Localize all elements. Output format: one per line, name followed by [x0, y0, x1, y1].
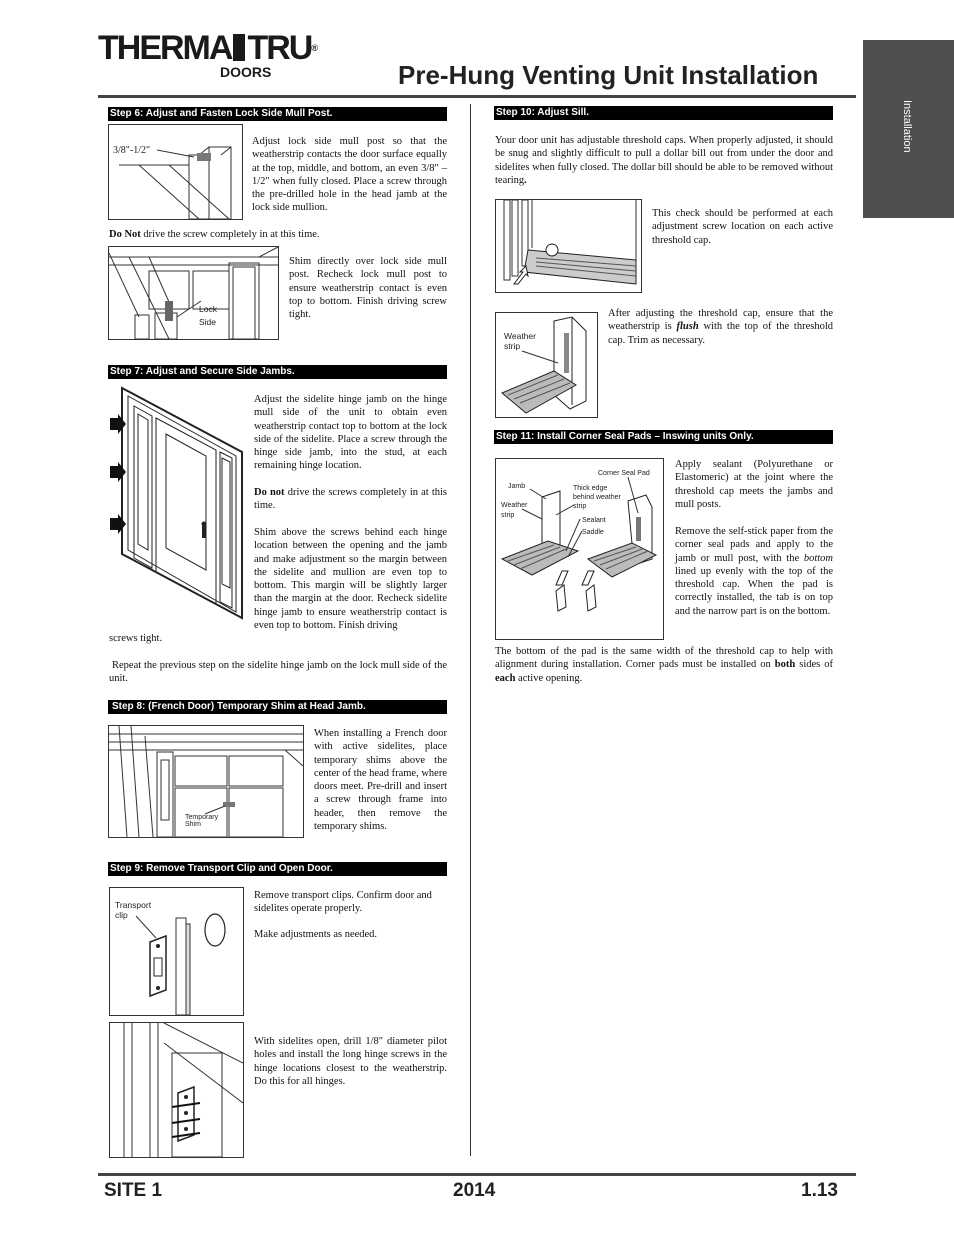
step10-text-3-a: After adjusting the threshold cap, ensure that the weatherstrip is	[608, 308, 833, 333]
step9-fig-label-1: Transport	[115, 900, 152, 910]
step11-label-corner-pad: Corner Seal Pad	[598, 470, 650, 477]
step11-label-weather-1: Weather	[501, 502, 528, 509]
step6-text-3: Shim directly over lock side mull post. Recheck lock mull post to ensure weatherstrip contact is even top to bottom. Finish driving screw tight.	[289, 256, 447, 321]
step11-text-3	[495, 645, 833, 685]
step9-text-1: Remove transport clips. Confirm door and sidelites operate properly.	[254, 890, 432, 915]
step10-text-2: This check should be performed at each adjustment screw location on each active threshold cap.	[652, 208, 833, 246]
step11-text-1: Apply sealant (Polyurethane or Elastomeric) at the joint where the threshold cap meets the jambs and mull posts.	[675, 459, 833, 510]
step11-text-3-bold2: each	[495, 672, 516, 684]
step6-figure-mull-post	[108, 124, 243, 220]
step8-fig-label-1: Temporary	[185, 814, 219, 821]
step7-text-1: Adjust the sidelite hinge jamb on the hinge mull side of the unit to obtain even weatherstrip contact top to bottom at the lock side of the sidelite. Place a screw through the hinge side jamb, into the stud, at each remaining hinge location.	[254, 394, 447, 472]
step11-text-3-b: sides of	[795, 659, 834, 671]
step11-figure-corner-seal	[495, 458, 664, 640]
step6-fig2-label-2: Side	[199, 317, 217, 327]
step9-figure-transport-clip	[109, 887, 244, 1016]
section-tab-label: Installation	[901, 100, 913, 153]
step8-fig-label-2: Shim	[185, 821, 201, 828]
section-tab	[863, 40, 954, 218]
step10-text-3-b: with the top of the threshold cap. Trim as necessary.	[608, 321, 833, 346]
step7-text-2	[254, 486, 447, 513]
step11-label-thick-2: behind weather	[573, 494, 621, 501]
step11-label-thick-3: strip	[573, 503, 587, 510]
step11-text-3-bold1: both	[774, 659, 796, 671]
step10-text-1-period: .	[524, 174, 527, 186]
step11-label-weather-2: strip	[501, 512, 515, 519]
step6-text-2-rest: drive the screw completely in at this time.	[140, 229, 320, 240]
column-divider	[470, 104, 471, 1156]
logo-text-right: TRU	[247, 29, 312, 67]
step11-text-2-a: Remove the self-stick paper from the corner seal pads and apply to the jamb or mull post, with the	[675, 526, 833, 564]
page-title: Pre-Hung Venting Unit Installation	[398, 60, 819, 90]
step8-text-1: When installing a French door with active sidelites, place temporary shims above the center of the head frame, where doors meet. Pre-drill and insert a screw through frame into header, then remove the temporary shims.	[314, 728, 447, 833]
header-divider	[98, 95, 856, 98]
footer-site: SITE 1	[104, 1180, 163, 1201]
step10-text-1	[495, 134, 833, 187]
step10-text-1-main: Your door unit has adjustable threshold caps. When properly adjusted, it should be snug and slightly difficult to pull a dollar bill out from under the door and sidelites when fully closed. The dollar bill should be able to be removed without tearing	[495, 135, 833, 186]
step6-fig-label: 3/8"-1/2"	[113, 145, 151, 156]
step10-fig-label-1: Weather	[504, 331, 536, 341]
footer-divider	[98, 1173, 856, 1176]
step11-text-2	[675, 525, 833, 618]
step11-heading: Step 11: Install Corner Seal Pads – Inswing units Only.	[494, 430, 833, 444]
registered-mark: ®	[311, 43, 318, 53]
step6-text-1: Adjust lock side mull post so that the weatherstrip contacts the door surface equally at the top, middle, and bottom, an even 3/8" – 1/2" when fully closed. Place a screw through the pre-drilled hole in the head jamb at the lock side mullion.	[252, 136, 447, 214]
step7-text-2-rest: drive the screws completely in at this time.	[254, 487, 448, 512]
logo-text-left: THERMA	[98, 29, 232, 67]
step11-label-sealant: Sealant	[582, 517, 606, 524]
step10-text-3-em: flush	[676, 321, 699, 333]
step11-label-jamb: Jamb	[508, 483, 526, 490]
step7-text-4: Repeat the previous step on the sidelite hinge jamb on the lock mull side of the unit.	[109, 660, 447, 685]
step6-figure-lock-side	[108, 246, 279, 340]
step11-label-thick-1: Thick edge	[573, 485, 608, 492]
step11-text-3-c: active opening.	[515, 672, 583, 684]
step11-label-saddle: Saddle	[582, 529, 604, 536]
step7-heading: Step 7: Adjust and Secure Side Jambs.	[108, 365, 447, 379]
logo-bar-mark	[233, 34, 245, 61]
step11-text-3-a: The bottom of the pad is the same width of the threshold cap to help with alignment during installation. Corner pads must be installed on	[495, 646, 833, 671]
step11-text-2-em: bottom	[803, 552, 833, 564]
step10-heading: Step 10: Adjust Sill.	[494, 106, 833, 120]
step9-heading: Step 9: Remove Transport Clip and Open Door.	[108, 862, 447, 876]
step6-fig2-label-1: Lock	[199, 304, 217, 314]
step10-figure-weatherstrip	[495, 312, 598, 418]
step10-figure-threshold-cap	[495, 199, 642, 293]
step10-fig-label-2: strip	[504, 341, 521, 351]
step10-text-3	[608, 307, 833, 347]
step9-figure-hinge-screws	[109, 1022, 244, 1158]
step6-text-2-bold: Do Not	[109, 229, 141, 240]
step7-text-3-cont: screws tight.	[109, 633, 163, 644]
footer-year: 2014	[453, 1180, 496, 1201]
step9-text-2: Make adjustments as needed.	[254, 929, 378, 940]
footer-page-number: 1.13	[801, 1180, 838, 1201]
step6-heading: Step 6: Adjust and Fasten Lock Side Mull Post.	[108, 107, 447, 121]
brand-logo	[98, 30, 318, 66]
logo-subtitle: DOORS	[220, 64, 272, 80]
step7-text-2-bold: Do not	[254, 487, 285, 498]
step8-heading: Step 8: (French Door) Temporary Shim at Head Jamb.	[108, 700, 447, 714]
step9-fig-label-2: clip	[115, 910, 128, 920]
step8-figure-head-jamb	[108, 725, 304, 838]
step7-figure-door-unit	[108, 382, 244, 626]
step9-text-3: With sidelites open, drill 1/8" diameter pilot holes and install the long hinge screws in the hinge locations closest to the weatherstrip. Do this for all hinges.	[254, 1036, 447, 1087]
step7-text-3: Shim above the screws behind each hinge location between the opening and the jamb and make adjustment so the margin between the sidelite and mullion are even top to bottom. This margin will be slightly larger than the margin at the door. Recheck sidelite hinge jamb to ensure weatherstrip contact is even top to bottom. Finish driving	[254, 527, 447, 632]
step6-text-2	[109, 228, 447, 241]
step11-text-2-b: lined up evenly with the top of the threshold cap. When the pad is correctly installed, the tab is on top and the narrow part is on the bottom.	[675, 565, 833, 617]
